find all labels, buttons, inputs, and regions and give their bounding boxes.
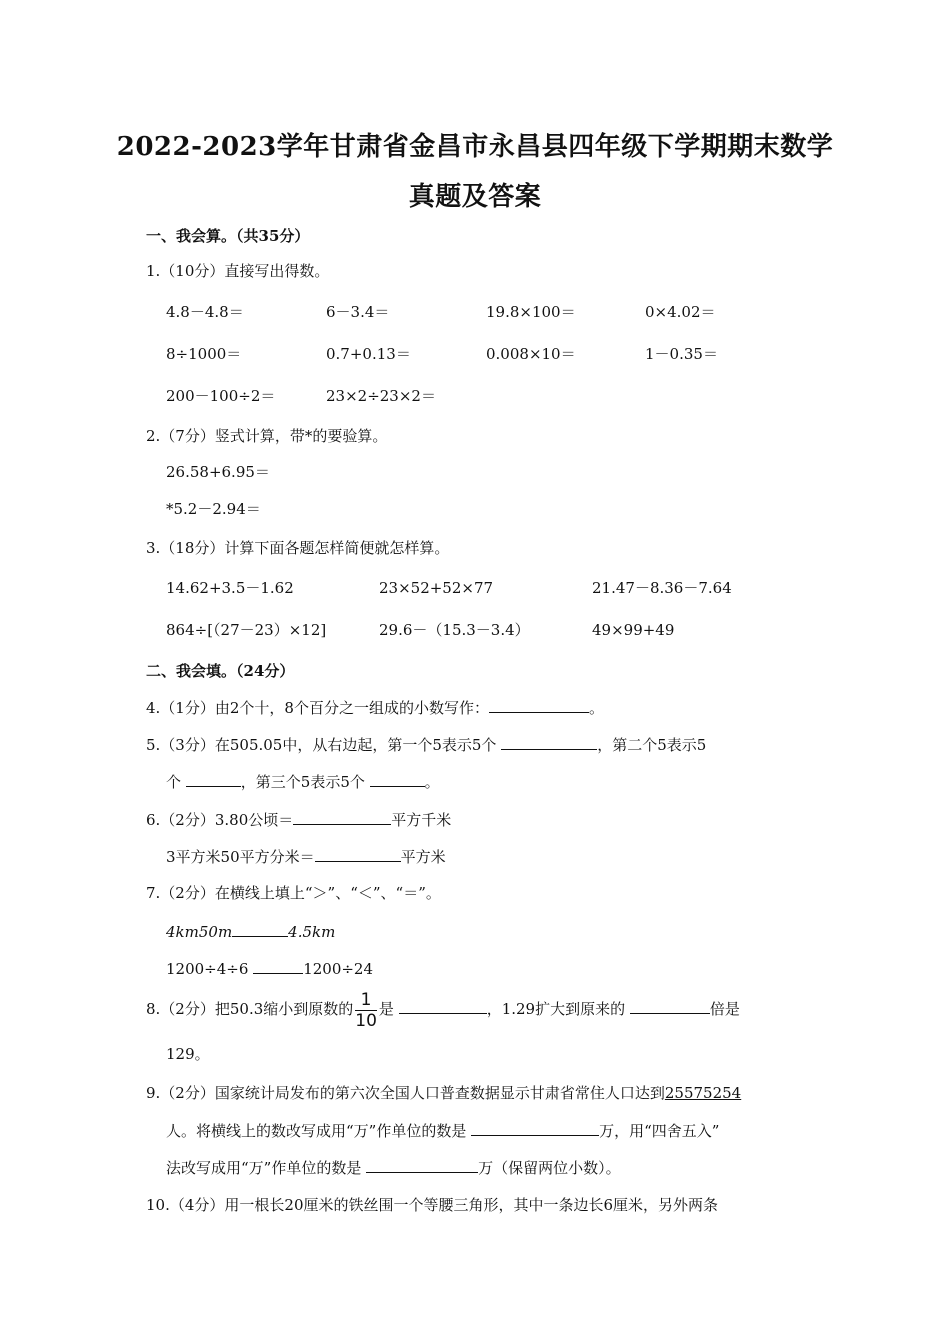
q5-text-c: 个 [166, 773, 182, 791]
q4-answer-blank[interactable] [489, 698, 589, 713]
q9-population-number: 25575254 [664, 1084, 742, 1102]
q7-expr-1a: 4km50m [166, 923, 233, 941]
q6-blank-1[interactable] [293, 810, 391, 825]
question-9-line2 [166, 1121, 719, 1140]
question-9-line3 [166, 1158, 621, 1177]
q1-item: 19.8×100＝ [486, 303, 576, 321]
q1-item: 23×2÷23×2＝ [326, 387, 436, 405]
question-7-heading: 7.（2分）在横线上填上“＞”、“＜”、“＝”。 [146, 884, 441, 902]
question-3-heading: 3.（18分）计算下面各题怎样简便就怎样算。 [146, 539, 450, 557]
page-title-line2: 真题及答案 [408, 182, 542, 212]
q1-item: 8÷1000＝ [166, 345, 242, 363]
q7-blank-1[interactable] [232, 922, 288, 937]
q6-unit-b: 平方米 [400, 848, 446, 866]
q8-fraction-numerator: 1 [355, 990, 377, 1011]
q3-item: 864÷[（27－23）×12] [166, 621, 327, 639]
question-9-line1 [146, 1084, 741, 1102]
question-10-line1: 10.（4分）用一根长20厘米的铁丝围一个等腰三角形，其中一条边长6厘米，另外两条 [146, 1196, 719, 1214]
q1-item: 4.8－4.8＝ [166, 303, 244, 321]
question-7-line1 [166, 922, 335, 941]
q1-item: 0.7+0.13＝ [326, 345, 411, 363]
q8-blank-2[interactable] [630, 999, 710, 1014]
q2-item: *5.2－2.94＝ [166, 500, 261, 518]
section-heading-1: 一、我会算。（共35分） [146, 227, 310, 245]
q8-fraction [355, 990, 377, 1031]
q6-blank-2[interactable] [315, 847, 401, 862]
q9-text-e: 万（保留两位小数）。 [478, 1159, 621, 1177]
q9-text-b: 人。将横线上的数改写成用“万”作单位的数是 [166, 1122, 467, 1140]
q8-text-a: 8.（2分）把50.3缩小到原数的 [146, 1000, 354, 1018]
q4-end: 。 [588, 699, 604, 717]
q1-item: 0×4.02＝ [645, 303, 716, 321]
question-5-line1 [146, 735, 706, 754]
q5-text-a: 5.（3分）在505.05中，从右边起，第一个5表示5个 [146, 736, 497, 754]
q8-text-c: ，1.29扩大到原来的 [486, 1000, 626, 1018]
q6-text-a: 6.（2分）3.80公顷＝ [146, 811, 294, 829]
q1-item: 1－0.35＝ [645, 345, 718, 363]
q6-unit-a: 平方千米 [391, 811, 452, 829]
q7-expr-1b: 4.5km [288, 923, 336, 941]
q1-item: 6－3.4＝ [326, 303, 390, 321]
q3-item: 23×52+52×77 [379, 579, 494, 597]
q8-text-b: 是 [378, 1000, 394, 1018]
q5-blank-1[interactable] [501, 735, 597, 750]
q5-text-e: 。 [424, 773, 440, 791]
question-2-heading: 2.（7分）竖式计算，带*的要验算。 [146, 427, 388, 445]
q1-item: 0.008×10＝ [486, 345, 576, 363]
question-6-line2 [166, 847, 446, 866]
q7-expr-2a: 1200÷4÷6 [166, 960, 249, 978]
q6-text-b: 3平方米50平方分米＝ [166, 848, 315, 866]
q8-text-d: 倍是 [709, 1000, 740, 1018]
question-8-line1 [146, 988, 740, 1031]
q9-blank-1[interactable] [471, 1121, 599, 1136]
question-4 [146, 698, 604, 717]
q5-text-d: ，第三个5表示5个 [240, 773, 365, 791]
q8-text-e: 129。 [166, 1045, 210, 1063]
question-6-line1 [146, 810, 451, 829]
q3-item: 49×99+49 [592, 621, 675, 639]
q8-blank-1[interactable] [399, 999, 487, 1014]
question-5-line2 [166, 772, 440, 791]
q5-blank-3[interactable] [370, 772, 425, 787]
q9-text-d: 法改写成用“万”作单位的数是 [166, 1159, 362, 1177]
question-7-line2 [166, 959, 373, 978]
q5-blank-2[interactable] [186, 772, 241, 787]
q7-expr-2b: 1200÷24 [303, 960, 374, 978]
q3-item: 29.6－（15.3－3.4） [379, 621, 530, 639]
q8-fraction-denominator: 10 [355, 1010, 377, 1031]
q5-text-b: ，第二个5表示5 [597, 736, 707, 754]
section-heading-2: 二、我会填。（24分） [146, 662, 295, 680]
q1-item: 200－100÷2＝ [166, 387, 276, 405]
page-title-line1: 2022-2023学年甘肃省金昌市永昌县四年级下学期期末数学 [116, 132, 834, 162]
q3-item: 14.62+3.5－1.62 [166, 579, 294, 597]
q9-blank-2[interactable] [366, 1158, 478, 1173]
q7-blank-2[interactable] [253, 959, 303, 974]
q4-text: 4.（1分）由2个十，8个百分之一组成的小数写作： [146, 699, 489, 717]
q3-item: 21.47－8.36－7.64 [592, 579, 732, 597]
q2-item: 26.58+6.95＝ [166, 463, 270, 481]
q9-text-a: 9.（2分）国家统计局发布的第六次全国人口普查数据显示甘肃省常住人口达到 [146, 1084, 665, 1102]
q9-text-c: 万，用“四舍五入” [599, 1122, 720, 1140]
question-1-heading: 1.（10分）直接写出得数。 [146, 262, 330, 280]
